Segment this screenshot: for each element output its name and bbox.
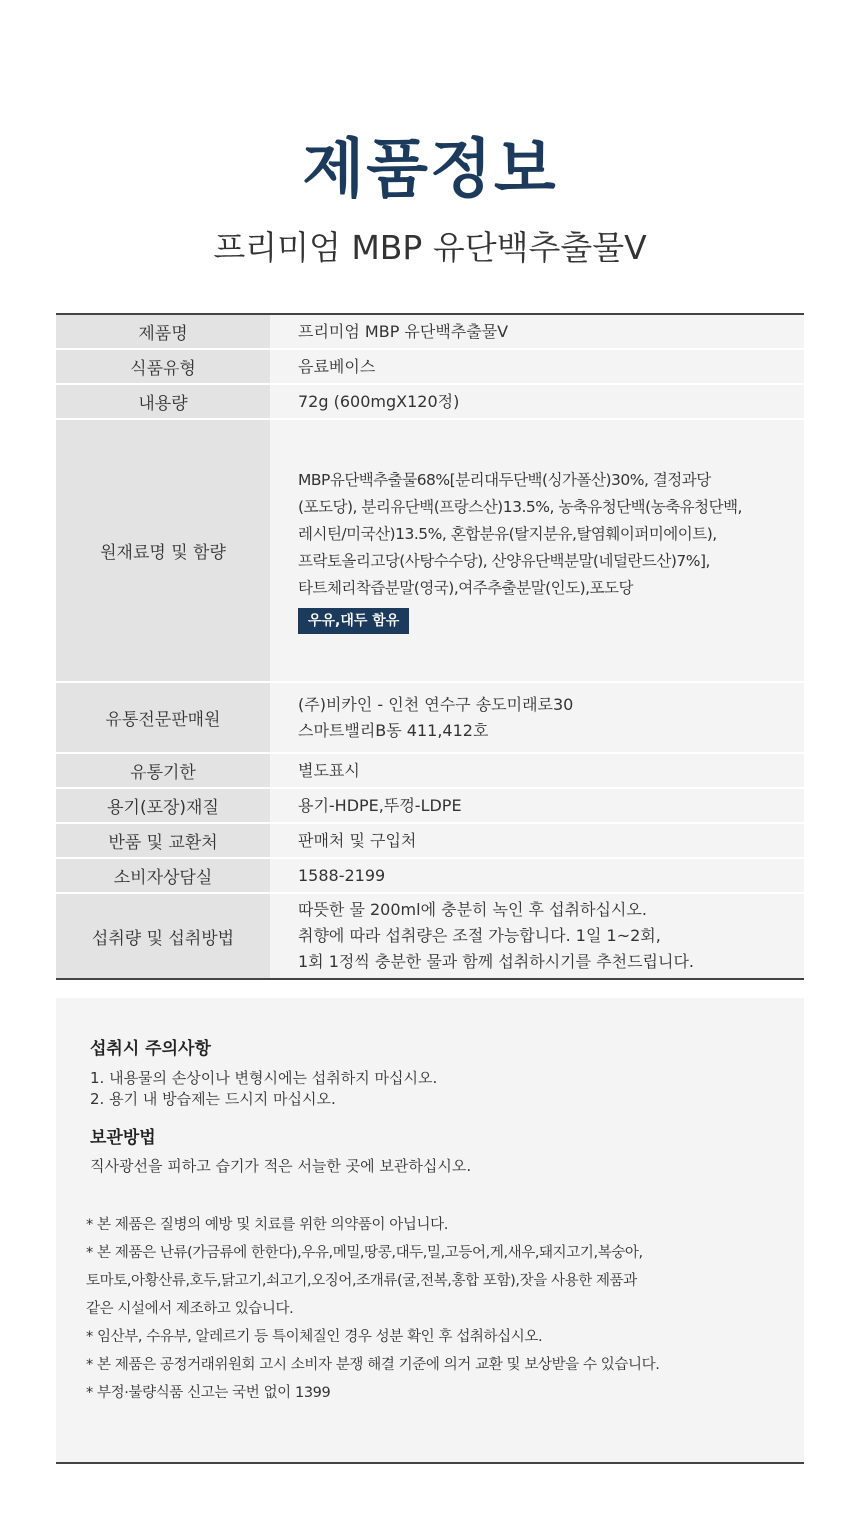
row-value-food-type: 음료베이스 <box>270 349 804 384</box>
row-label-intake: 섭취량 및 섭취방법 <box>56 893 270 979</box>
fine-print <box>86 1211 786 1407</box>
page-title: 제품정보 <box>302 133 558 207</box>
row-label-returns: 반품 및 교환처 <box>56 823 270 858</box>
product-title: 프리미엄 MBP 유단백추출물V <box>213 228 647 267</box>
intake-line: 1회 1정씩 충분한 물과 함께 섭취하시기를 추천드립니다. <box>298 952 694 971</box>
row-value-returns: 판매처 및 구입처 <box>270 823 804 858</box>
table-row <box>56 314 804 349</box>
row-label-food-type: 식품유형 <box>56 349 270 384</box>
fine-print-line: * 임산부, 수유부, 알레르기 등 특이체질인 경우 성분 확인 후 섭취하십시오. <box>86 1329 543 1345</box>
fine-print-line: 같은 시설에서 제조하고 있습니다. <box>86 1301 294 1317</box>
row-value-customer-service: 1588-2199 <box>270 858 804 893</box>
row-value-ingredients <box>270 419 804 682</box>
fine-print-line: * 부정·불량식품 신고는 국번 없이 1399 <box>86 1385 331 1401</box>
row-value-expiry: 별도표시 <box>270 753 804 788</box>
fine-print-line: * 본 제품은 공정거래위원회 고시 소비자 분쟁 해결 기준에 의거 교환 및 보상받을 수 있습니다. <box>86 1357 660 1373</box>
intake-line: 취향에 따라 섭취량은 조절 가능합니다. 1일 1~2회, <box>298 926 661 945</box>
table-row <box>56 893 804 979</box>
row-label-packaging: 용기(포장)재질 <box>56 788 270 823</box>
caution-item: 1. 내용물의 손상이나 변형시에는 섭취하지 마십시오. <box>90 1069 438 1087</box>
row-value-intake <box>270 893 804 979</box>
distributor-line: 스마트밸리B동 411,412호 <box>298 720 489 740</box>
row-label-ingredients: 원재료명 및 함량 <box>56 419 270 682</box>
storage-title: 보관방법 <box>90 1128 156 1148</box>
ingredients-text <box>298 467 804 602</box>
intake-line: 따뜻한 물 200ml에 충분히 녹인 후 섭취하십시오. <box>298 900 647 919</box>
table-row <box>56 788 804 823</box>
ingredients-line: 프락토올리고당(사탕수수당), 산양유단백분말(네덜란드산)7%], <box>298 552 710 570</box>
row-value-product-name: 프리미엄 MBP 유단백추출물V <box>270 314 804 349</box>
ingredients-line: 레시틴/미국산)13.5%, 혼합분유(탈지분유,탈염훼이퍼미에이트), <box>298 525 717 543</box>
row-label-expiry: 유통기한 <box>56 753 270 788</box>
ingredients-line: 타트체리착즙분말(영국),여주추출분말(인도),포도당 <box>298 579 633 597</box>
distributor-line: (주)비카인 - 인천 연수구 송도미래로30 <box>298 694 574 714</box>
table-row <box>56 682 804 753</box>
row-value-packaging: 용기-HDPE,뚜껑-LDPE <box>270 788 804 823</box>
fine-print-line: * 본 제품은 질병의 예방 및 치료를 위한 의약품이 아닙니다. <box>86 1217 448 1233</box>
fine-print-line: * 본 제품은 난류(가금류에 한한다),우유,메밀,땅콩,대두,밀,고등어,게,새우,돼지고기,복숭아, <box>86 1245 643 1261</box>
storage-text: 직사광선을 피하고 습기가 적은 서늘한 곳에 보관하십시오. <box>90 1157 472 1175</box>
row-label-customer-service: 소비자상담실 <box>56 858 270 893</box>
table-row <box>56 349 804 384</box>
caution-item: 2. 용기 내 방습제는 드시지 마십시오. <box>90 1090 336 1108</box>
product-info-table <box>56 313 804 980</box>
row-label-product-name: 제품명 <box>56 314 270 349</box>
ingredients-line: (포도당), 분리유단백(프랑스산)13.5%, 농축유청단백(농축유청단백, <box>298 498 742 516</box>
table-row <box>56 384 804 419</box>
fine-print-line: 토마토,아황산류,호두,닭고기,쇠고기,오징어,조개류(굴,전복,홍합 포함),잣을 사용한 제품과 <box>86 1273 637 1289</box>
table-row <box>56 823 804 858</box>
table-row <box>56 419 804 682</box>
row-label-distributor: 유통전문판매원 <box>56 682 270 753</box>
caution-title: 섭취시 주의사항 <box>90 1039 211 1059</box>
allergen-badge: 우유,대두 함유 <box>298 608 409 634</box>
caution-list <box>90 1068 437 1110</box>
notes-section <box>56 998 804 1464</box>
ingredients-line: MBP유단백추출물68%[분리대두단백(싱가폴산)30%, 결정과당 <box>298 471 711 489</box>
row-label-net-content: 내용량 <box>56 384 270 419</box>
table-row <box>56 858 804 893</box>
row-value-net-content: 72g (600mgX120정) <box>270 384 804 419</box>
row-value-distributor <box>270 682 804 753</box>
table-row <box>56 753 804 788</box>
